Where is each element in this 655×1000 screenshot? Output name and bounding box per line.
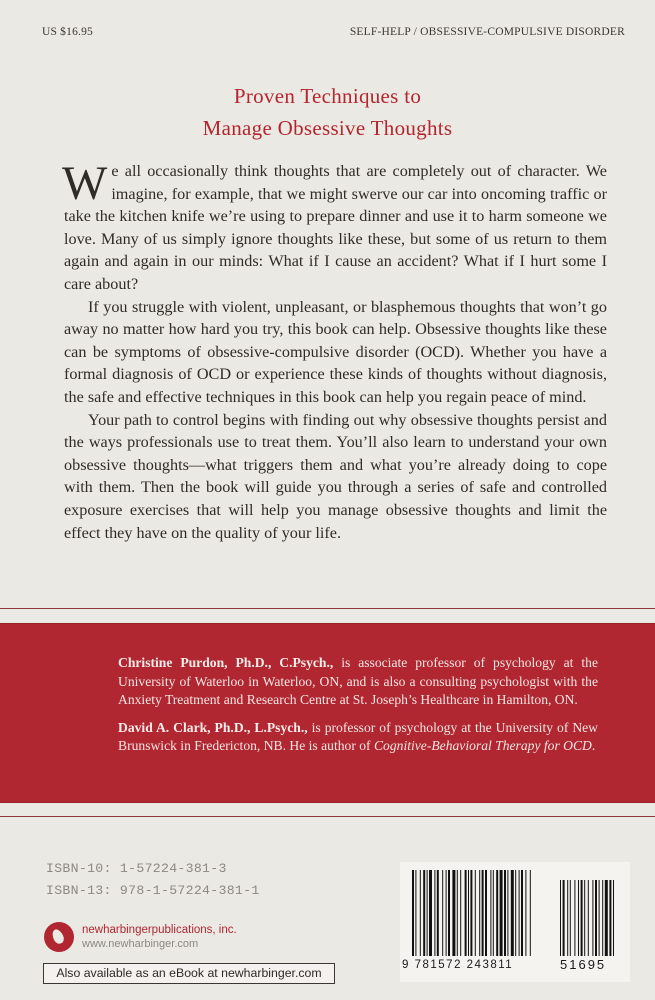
paragraph-2: If you struggle with violent, unpleasant, or blasphemous thoughts that won’t go away no matter how hard you try, this book can help. Obsessive thoughts like these can be symptoms of obsessive-compulsive disorder (OCD). Whether you have a formal diagnosis of OCD or experience these kinds of thoughts without diagnosis, the safe and effective techniques in this book can help you regain peace of mind.: [64, 297, 607, 406]
author-bio-2: [118, 719, 598, 756]
author-bio-text-2: is professor of psychology at the University of New Brunswick in Fredericton, NB. He is author of: [118, 719, 598, 754]
divider-rule: [0, 608, 655, 609]
headline: [0, 80, 655, 144]
category-label: SELF-HELP / OBSESSIVE-COMPULSIVE DISORDER: [349, 26, 625, 38]
publisher-name: newharbingerpublications, inc.: [82, 924, 237, 936]
price-label: US $16.95: [42, 26, 94, 38]
paragraph-1: [62, 157, 607, 296]
publisher-logo-text: [82, 923, 237, 951]
author-bio-1: [118, 654, 598, 710]
isbn-block: [46, 858, 260, 902]
author-band: [0, 623, 655, 803]
author-name-2: David A. Clark, Ph.D., L.Psych.,: [118, 719, 308, 735]
publisher-url: www.newharbinger.com: [82, 938, 199, 950]
description: [62, 157, 607, 544]
barcode-bars: [400, 862, 630, 962]
isbn-10: ISBN-10: 1-57224-381-3: [46, 861, 227, 876]
book-title: Cognitive-Behavioral Therapy for OCD: [373, 738, 592, 754]
headline-line-2: Manage Obsessive Thoughts: [202, 116, 453, 140]
author-bio-text-1: is associate professor of psychology at the University of Waterloo in Waterloo, ON, and is also a consulting psychologist with the Anxiety Treatment and Research Centre at St. Joseph’s Healthcare in Hamilton, ON.: [118, 655, 598, 708]
divider-rule-bottom: [0, 816, 655, 817]
author-bio-end-2: .: [591, 738, 596, 754]
top-bar: [42, 26, 625, 38]
drop-cap: W: [62, 157, 108, 210]
headline-line-1: Proven Techniques to: [233, 84, 422, 108]
barcode: [400, 862, 630, 982]
author-name-1: Christine Purdon, Ph.D., C.Psych.,: [118, 655, 334, 670]
paragraph-3: Your path to control begins with finding out why obsessive thoughts persist and the ways professionals use to treat them. You’ll also learn to understand your own obsessive thoughts—what triggers them and what you’re already doing to cope with them. Then the book will guide you through a series of safe and controlled exposure exercises that will help you manage obsessive thoughts and limit the effect they have on the quality of your life.: [64, 410, 607, 542]
paragraph-1-text: e all occasionally think thoughts that are completely out of character. We imagine, for example, that we might swerve our car into oncoming traffic or take the kitchen knife we’re using to prepare dinner and use it to harm someone we love. Many of us simply ignore thoughts like these, but some of us return to them again and again in our minds: What if I cause an accident? What if I hurt some I care about?: [64, 162, 607, 293]
isbn-13: ISBN-13: 978-1-57224-381-1: [46, 883, 260, 898]
author-bios: [118, 654, 598, 765]
barcode-digits: 9 781572 243811: [402, 959, 514, 971]
publisher-logo-icon: [44, 922, 74, 952]
ebook-notice: Also available as an eBook at newharbinger.com: [43, 963, 335, 984]
barcode-addon: 51695: [560, 957, 607, 972]
publisher-logo: [44, 922, 237, 952]
